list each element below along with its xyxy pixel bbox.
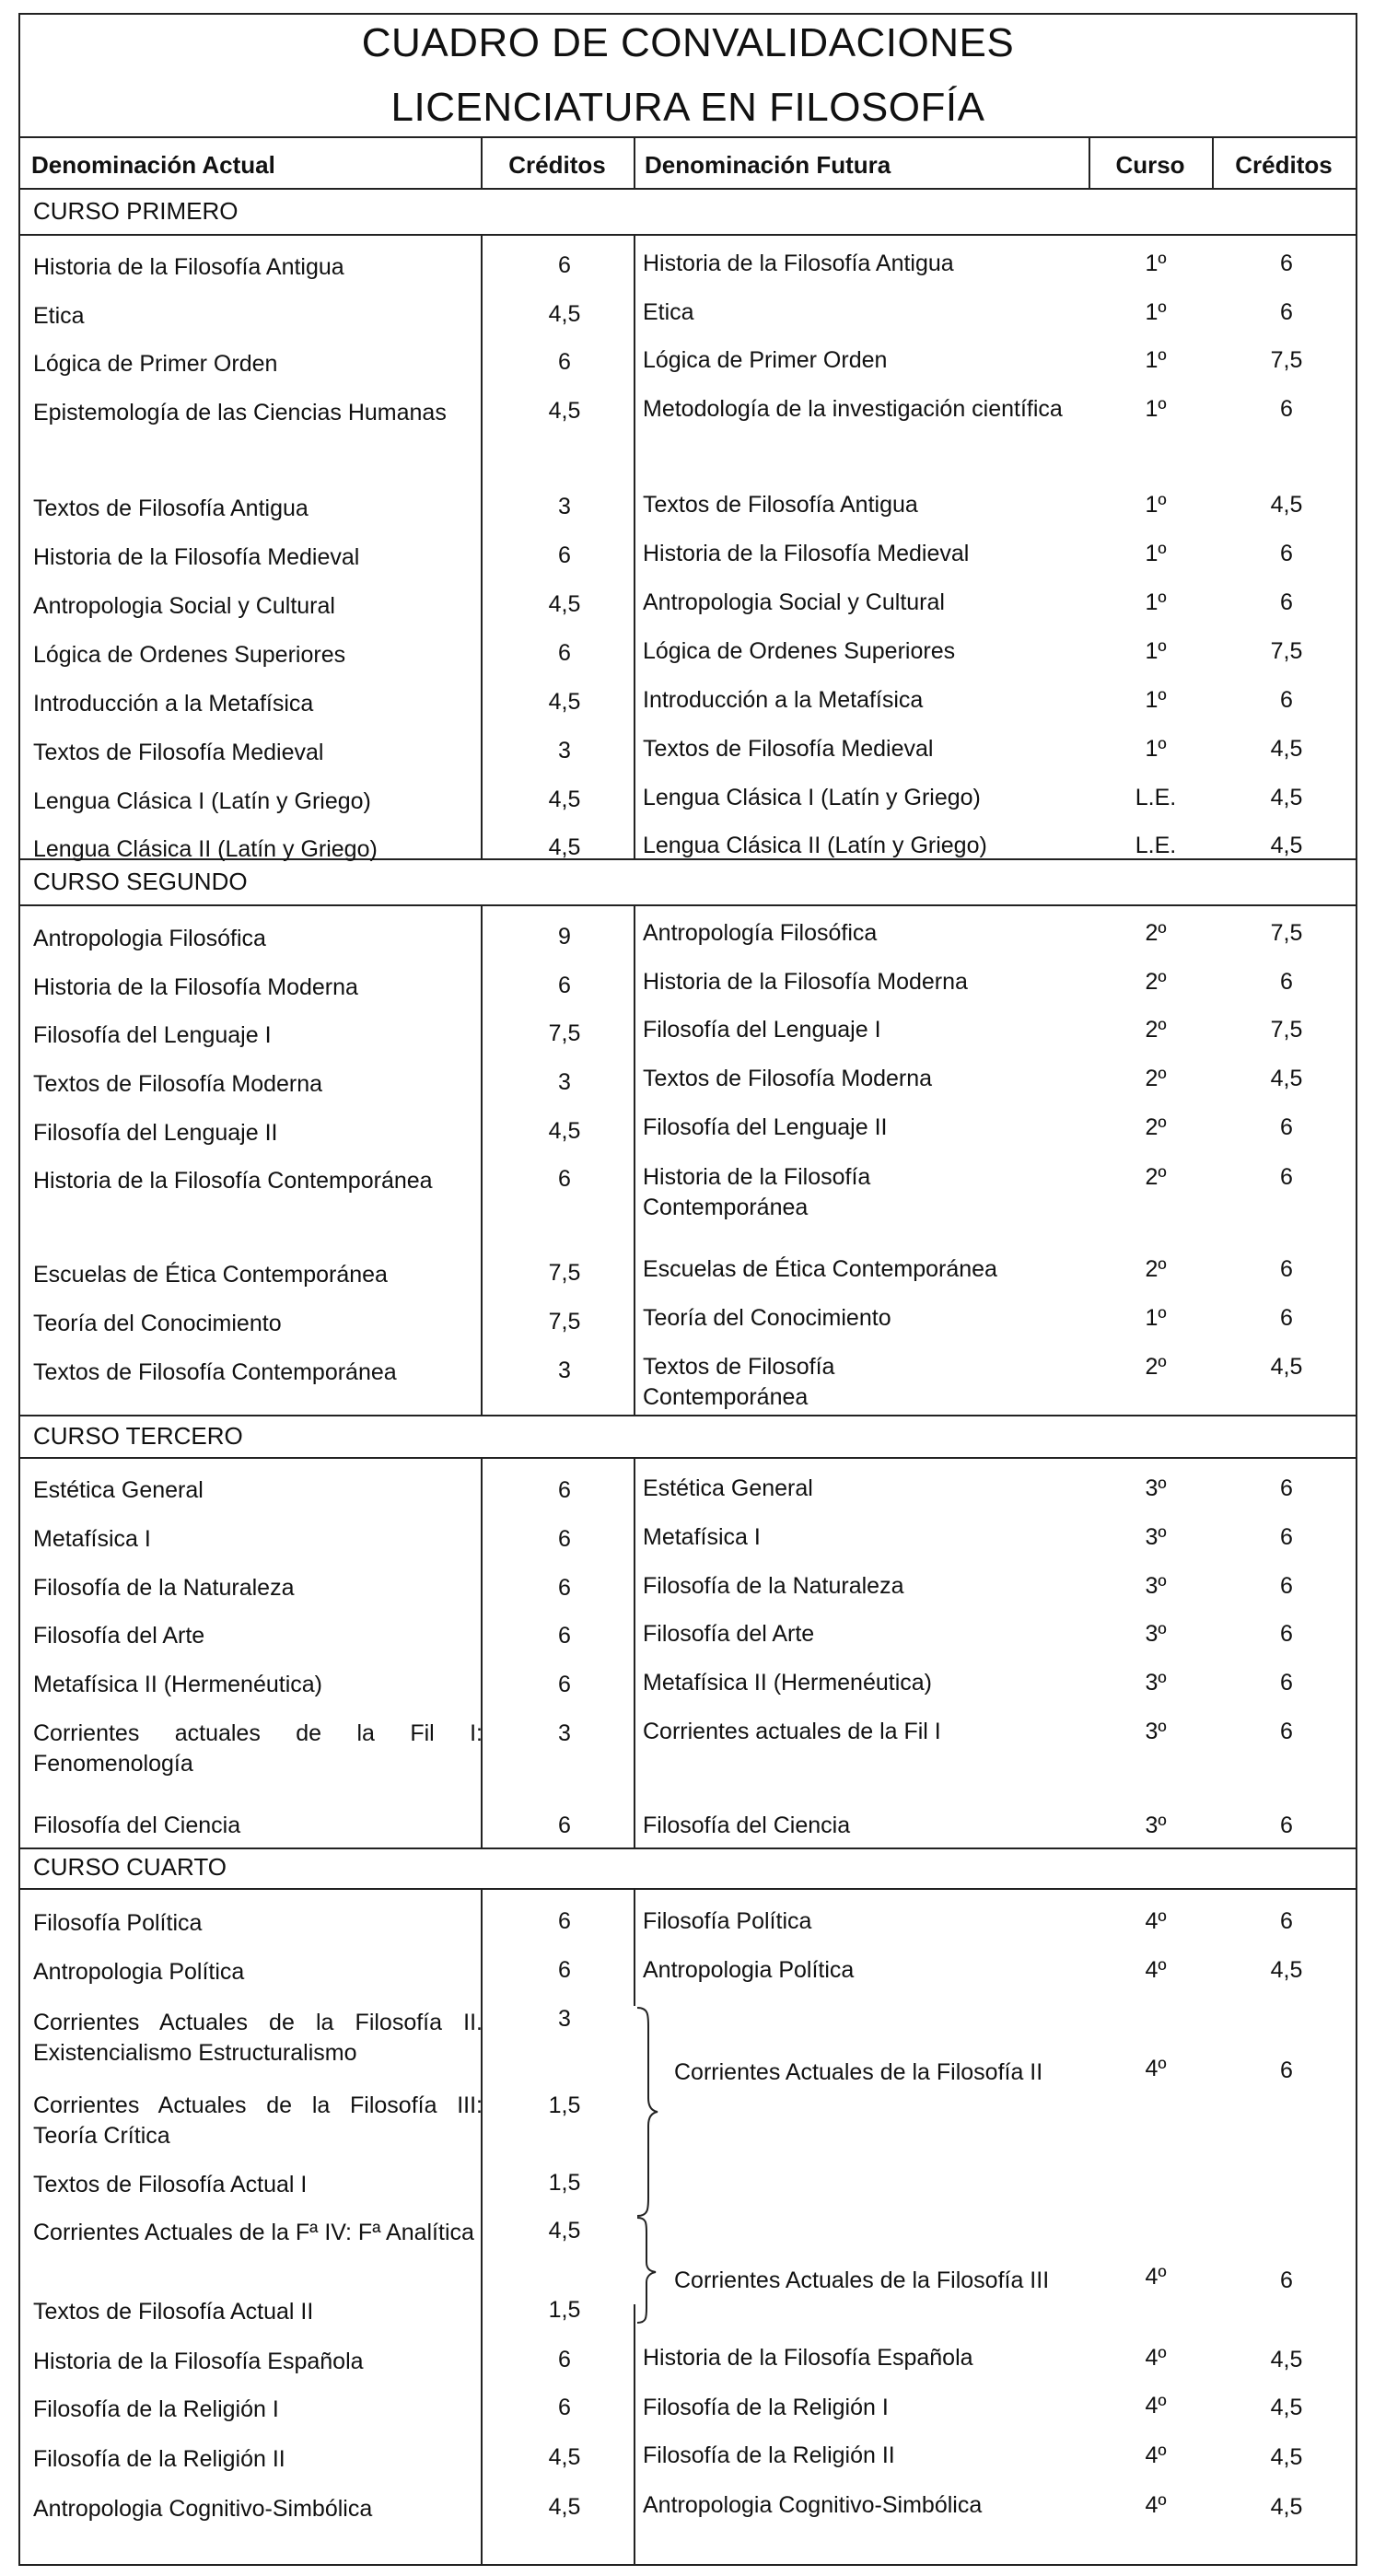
cell-curso: 1º	[1145, 687, 1167, 713]
cell-denominacion-futura: Textos de Filosofía Contemporánea	[643, 1354, 835, 1410]
cell-creditos-futura: 7,5	[1270, 1017, 1303, 1043]
cell-denominacion-futura: Corrientes actuales de la Fil I	[643, 1719, 941, 1744]
convalidation-table	[18, 13, 1357, 2566]
table-rule	[20, 234, 1356, 236]
cell-curso: 1º	[1145, 251, 1167, 276]
cell-denominacion-actual: Historia de la Filosofía Contemporánea	[33, 1168, 433, 1194]
cell-creditos-actual: 6	[558, 1672, 571, 1697]
cell-creditos-actual: 6	[558, 1813, 571, 1838]
cell-creditos-actual: 7,5	[548, 1309, 581, 1335]
cell-curso: L.E.	[1135, 833, 1177, 858]
cell-creditos-futura: 6	[1280, 1256, 1293, 1282]
group-curso: 4º	[1145, 2264, 1167, 2290]
cell-creditos-actual: 6	[558, 1526, 571, 1552]
cell-denominacion-actual: Historia de la Filosofía Antigua	[33, 254, 344, 280]
cell-denominacion-futura: Filosofía del Lenguaje II	[643, 1114, 888, 1140]
cell-creditos-actual: 6	[558, 1908, 571, 1934]
table-rule	[634, 234, 635, 858]
table-rule	[20, 904, 1356, 906]
cell-denominacion-futura: Lengua Clásica II (Latín y Griego)	[643, 833, 987, 858]
cell-denominacion-futura: Textos de Filosofía Medieval	[643, 736, 934, 762]
cell-denominacion-actual: Etica	[33, 303, 85, 329]
cell-denominacion-actual: Filosofía del Ciencia	[33, 1813, 241, 1838]
cell-denominacion-futura: Antropologia Cognitivo-Simbólica	[643, 2492, 983, 2518]
cell-curso: 1º	[1145, 541, 1167, 566]
cell-creditos-futura: 4,5	[1270, 1957, 1303, 1983]
cell-creditos-futura: 4,5	[1270, 833, 1303, 858]
cell-denominacion-actual: Historia de la Filosofía Moderna	[33, 974, 358, 1000]
cell-creditos-actual: 7,5	[548, 1020, 581, 1046]
cell-curso: 2º	[1145, 1256, 1167, 1282]
cell-creditos-actual: 4,5	[548, 689, 581, 715]
cell-denominacion-futura: Historia de la Filosofía Contemporánea	[643, 1164, 871, 1220]
cell-creditos-actual: 4,5	[548, 1118, 581, 1144]
cell-denominacion-futura: Escuelas de Ética Contemporánea	[643, 1256, 997, 1282]
cell-creditos-futura: 4,5	[1270, 785, 1303, 810]
cell-creditos-futura: 6	[1280, 1908, 1293, 1934]
cell-denominacion-futura: Antropologia Política	[643, 1957, 855, 1983]
cell-creditos-futura: 6	[1280, 687, 1293, 713]
table-rule	[20, 1888, 1356, 1890]
cell-denominacion-futura: Filosofía de la Religión I	[643, 2395, 889, 2420]
document-title: CUADRO DE CONVALIDACIONES	[361, 20, 1015, 65]
section-curso-tercero: CURSO TERCERO	[33, 1422, 243, 1450]
cell-denominacion-actual: Escuelas de Ética Contemporánea	[33, 1262, 388, 1288]
cell-creditos-actual: 6	[558, 973, 571, 998]
cell-denominacion-actual: Lengua Clásica II (Latín y Griego)	[33, 836, 378, 862]
header-curso: Curso	[1115, 151, 1185, 179]
cell-curso: 3º	[1145, 1524, 1167, 1550]
cell-curso: 2º	[1145, 969, 1167, 995]
cell-denominacion-actual: Teoría del Conocimiento	[33, 1311, 282, 1336]
cell-curso: 4º	[1145, 2492, 1167, 2518]
cell-creditos-futura: 4,5	[1270, 2347, 1303, 2372]
cell-denominacion-actual: Antropologia Política	[33, 1959, 245, 1985]
cell-denominacion-actual: Filosofía del Lenguaje II	[33, 1120, 278, 1146]
cell-creditos-actual: 6	[558, 640, 571, 666]
cell-denominacion-actual: Filosofía del Arte	[33, 1623, 205, 1649]
cell-denominacion-futura: Metodología de la investigación científica	[643, 396, 1063, 422]
cell-denominacion-futura: Historia de la Filosofía Española	[643, 2345, 973, 2371]
cell-creditos-futura: 7,5	[1270, 347, 1303, 373]
cell-creditos-actual: 6	[558, 252, 571, 278]
group-futura: Corrientes Actuales de la Filosofía III	[674, 2267, 1050, 2293]
cell-creditos-actual: 9	[558, 924, 571, 950]
cell-creditos-actual: 4,5	[548, 2444, 581, 2470]
cell-curso: 2º	[1145, 1114, 1167, 1140]
table-rule	[20, 1457, 1356, 1459]
table-rule	[634, 904, 635, 1415]
header-denominacion-futura: Denominación Futura	[645, 151, 891, 179]
cell-denominacion-actual: Antropologia Social y Cultural	[33, 593, 335, 619]
cell-creditos-actual: 6	[558, 1575, 571, 1601]
cell-denominacion-actual: Filosofía Política	[33, 1910, 203, 1936]
cell-creditos-actual: 6	[558, 1166, 571, 1192]
cell-denominacion-actual: Metafísica I	[33, 1526, 151, 1552]
cell-creditos-futura: 6	[1280, 251, 1293, 276]
cell-creditos-futura: 7,5	[1270, 920, 1303, 946]
table-rule	[20, 1847, 1356, 1849]
cell-creditos-futura: 4,5	[1270, 1066, 1303, 1091]
group-brace-left	[634, 2216, 661, 2326]
cell-denominacion-futura: Lengua Clásica I (Latín y Griego)	[643, 785, 981, 810]
cell-creditos-actual: 7,5	[548, 1260, 581, 1286]
cell-creditos-actual: 4,5	[548, 2218, 581, 2244]
cell-denominacion-actual: Metafísica II (Hermenéutica)	[33, 1672, 322, 1697]
cell-curso: 2º	[1145, 1354, 1167, 1380]
cell-creditos-futura: 6	[1280, 1524, 1293, 1550]
cell-creditos-actual: 3	[558, 1720, 571, 1746]
cell-creditos-actual: 3	[558, 1358, 571, 1383]
cell-creditos-actual: 6	[558, 349, 571, 375]
cell-denominacion-futura: Historia de la Filosofía Antigua	[643, 251, 954, 276]
table-rule	[634, 2304, 635, 2566]
cell-denominacion-futura: Filosofía Política	[643, 1908, 812, 1934]
cell-creditos-actual: 6	[558, 1477, 571, 1503]
cell-creditos-actual: 4,5	[548, 2494, 581, 2520]
table-rule	[634, 1888, 635, 2006]
cell-curso: 3º	[1145, 1573, 1167, 1599]
section-curso-primero: CURSO PRIMERO	[33, 197, 239, 225]
table-rule	[634, 1457, 635, 1847]
cell-denominacion-actual: Antropologia Filosófica	[33, 926, 266, 951]
cell-denominacion-futura: Filosofía de la Religión II	[643, 2442, 895, 2468]
cell-curso: 4º	[1145, 1908, 1167, 1934]
cell-creditos-futura: 6	[1280, 1573, 1293, 1599]
cell-denominacion-actual: Epistemología de las Ciencias Humanas	[33, 400, 447, 425]
cell-curso: L.E.	[1135, 785, 1177, 810]
cell-creditos-futura: 6	[1280, 1114, 1293, 1140]
table-rule	[634, 136, 635, 188]
cell-denominacion-actual: Filosofía de la Religión I	[33, 2396, 279, 2422]
cell-creditos-actual: 6	[558, 1623, 571, 1649]
table-rule	[20, 136, 1356, 138]
cell-denominacion-actual: Historia de la Filosofía Española	[33, 2349, 364, 2374]
cell-denominacion-actual: Textos de Filosofía Antigua	[33, 495, 309, 521]
cell-denominacion-actual: Introducción a la Metafísica	[33, 691, 314, 717]
cell-curso: 1º	[1145, 736, 1167, 762]
cell-creditos-futura: 4,5	[1270, 2444, 1303, 2470]
cell-creditos-actual: 6	[558, 542, 571, 568]
group-brace-left	[634, 2006, 661, 2218]
section-curso-cuarto: CURSO CUARTO	[33, 1853, 227, 1881]
cell-creditos-futura: 6	[1280, 299, 1293, 325]
cell-denominacion-futura: Textos de Filosofía Antigua	[643, 492, 918, 518]
cell-denominacion-actual: Filosofía del Lenguaje I	[33, 1022, 272, 1048]
cell-curso: 4º	[1145, 2442, 1167, 2468]
cell-creditos-actual: 1,5	[548, 2092, 581, 2118]
cell-curso: 4º	[1145, 2345, 1167, 2371]
cell-creditos-actual: 3	[558, 2006, 571, 2032]
cell-curso: 1º	[1145, 589, 1167, 615]
cell-curso: 2º	[1145, 1017, 1167, 1043]
cell-creditos-futura: 6	[1280, 969, 1293, 995]
cell-creditos-actual: 3	[558, 738, 571, 763]
cell-denominacion-actual: Textos de Filosofía Actual II	[33, 2299, 314, 2325]
cell-denominacion-actual: Textos de Filosofía Moderna	[33, 1071, 323, 1097]
group-curso: 4º	[1145, 2056, 1167, 2081]
cell-denominacion-actual: Corrientes Actuales de la Filosofía II. Existencialismo Estructuralismo	[33, 2010, 483, 2066]
header-creditos-actual: Créditos	[508, 151, 606, 179]
group-creditos: 6	[1280, 2267, 1293, 2293]
cell-denominacion-actual: Filosofía de la Religión II	[33, 2446, 285, 2472]
cell-denominacion-futura: Textos de Filosofía Moderna	[643, 1066, 933, 1091]
cell-denominacion-futura: Antropología Filosófica	[643, 920, 878, 946]
cell-denominacion-futura: Historia de la Filosofía Moderna	[643, 969, 968, 995]
cell-denominacion-futura: Historia de la Filosofía Medieval	[643, 541, 970, 566]
cell-creditos-futura: 6	[1280, 541, 1293, 566]
cell-curso: 2º	[1145, 1066, 1167, 1091]
section-curso-segundo: CURSO SEGUNDO	[33, 868, 248, 895]
cell-denominacion-actual: Corrientes Actuales de la Filosofía III: Teoría Crítica	[33, 2092, 483, 2149]
cell-denominacion-actual: Lengua Clásica I (Latín y Griego)	[33, 788, 371, 814]
cell-creditos-futura: 6	[1280, 1813, 1293, 1838]
cell-curso: 1º	[1145, 396, 1167, 422]
cell-creditos-futura: 4,5	[1270, 1354, 1303, 1380]
cell-creditos-actual: 6	[558, 2347, 571, 2372]
cell-creditos-futura: 6	[1280, 1621, 1293, 1647]
cell-curso: 4º	[1145, 1957, 1167, 1983]
cell-curso: 4º	[1145, 2393, 1167, 2419]
cell-curso: 3º	[1145, 1475, 1167, 1501]
cell-creditos-futura: 4,5	[1270, 736, 1303, 762]
cell-curso: 3º	[1145, 1719, 1167, 1744]
cell-denominacion-actual: Estética General	[33, 1477, 204, 1503]
cell-creditos-futura: 6	[1280, 1670, 1293, 1696]
group-creditos: 6	[1280, 2057, 1293, 2083]
cell-denominacion-actual: Historia de la Filosofía Medieval	[33, 544, 360, 570]
cell-denominacion-actual: Textos de Filosofía Medieval	[33, 740, 324, 765]
header-creditos-futura: Créditos	[1235, 151, 1333, 179]
cell-curso: 3º	[1145, 1813, 1167, 1838]
cell-denominacion-futura: Lógica de Primer Orden	[643, 347, 888, 373]
cell-denominacion-futura: Antropologia Social y Cultural	[643, 589, 945, 615]
cell-curso: 1º	[1145, 1305, 1167, 1331]
cell-curso: 1º	[1145, 299, 1167, 325]
cell-creditos-futura: 7,5	[1270, 638, 1303, 664]
table-rule	[481, 1457, 483, 1847]
table-rule	[20, 188, 1356, 190]
cell-denominacion-actual: Textos de Filosofía Actual I	[33, 2172, 308, 2197]
cell-creditos-futura: 6	[1280, 1164, 1293, 1190]
cell-denominacion-actual: Filosofía de la Naturaleza	[33, 1575, 295, 1601]
cell-curso: 2º	[1145, 920, 1167, 946]
cell-creditos-actual: 1,5	[548, 2170, 581, 2196]
cell-creditos-actual: 3	[558, 494, 571, 519]
cell-creditos-actual: 1,5	[548, 2297, 581, 2323]
cell-curso: 1º	[1145, 347, 1167, 373]
cell-creditos-actual: 6	[558, 1957, 571, 1983]
cell-denominacion-futura: Filosofía del Arte	[643, 1621, 815, 1647]
cell-denominacion-actual: Corrientes Actuales de la Fª IV: Fª Analítica	[33, 2220, 474, 2245]
cell-creditos-actual: 4,5	[548, 787, 581, 812]
cell-curso: 3º	[1145, 1621, 1167, 1647]
cell-denominacion-futura: Teoría del Conocimiento	[643, 1305, 891, 1331]
document-subtitle: LICENCIATURA EN FILOSOFÍA	[390, 85, 985, 130]
cell-creditos-actual: 3	[558, 1069, 571, 1095]
cell-creditos-futura: 6	[1280, 396, 1293, 422]
cell-denominacion-actual: Antropologia Cognitivo-Simbólica	[33, 2496, 373, 2522]
cell-curso: 2º	[1145, 1164, 1167, 1190]
cell-creditos-actual: 4,5	[548, 834, 581, 860]
cell-denominacion-actual: Textos de Filosofía Contemporánea	[33, 1359, 397, 1385]
cell-denominacion-futura: Filosofía del Lenguaje I	[643, 1017, 881, 1043]
cell-denominacion-actual: Lógica de Primer Orden	[33, 351, 278, 377]
cell-creditos-futura: 4,5	[1270, 2494, 1303, 2520]
cell-denominacion-futura: Introducción a la Metafísica	[643, 687, 924, 713]
cell-curso: 3º	[1145, 1670, 1167, 1696]
header-denominacion-actual: Denominación Actual	[31, 151, 275, 179]
cell-creditos-futura: 4,5	[1270, 2395, 1303, 2420]
group-futura: Corrientes Actuales de la Filosofía II	[674, 2059, 1043, 2085]
cell-denominacion-futura: Metafísica I	[643, 1524, 761, 1550]
cell-denominacion-futura: Estética General	[643, 1475, 813, 1501]
cell-denominacion-futura: Etica	[643, 299, 694, 325]
cell-creditos-actual: 4,5	[548, 591, 581, 617]
cell-denominacion-actual: Corrientes actuales de la Fil I: Fenomenología	[33, 1720, 483, 1777]
cell-creditos-futura: 4,5	[1270, 492, 1303, 518]
table-rule	[20, 1415, 1356, 1416]
cell-denominacion-actual: Lógica de Ordenes Superiores	[33, 642, 346, 668]
cell-creditos-actual: 4,5	[548, 301, 581, 327]
cell-denominacion-futura: Lógica de Ordenes Superiores	[643, 638, 956, 664]
cell-creditos-futura: 6	[1280, 589, 1293, 615]
cell-curso: 1º	[1145, 492, 1167, 518]
cell-denominacion-futura: Metafísica II (Hermenéutica)	[643, 1670, 932, 1696]
cell-creditos-futura: 6	[1280, 1719, 1293, 1744]
cell-denominacion-futura: Filosofía del Ciencia	[643, 1813, 851, 1838]
cell-creditos-futura: 6	[1280, 1475, 1293, 1501]
cell-creditos-actual: 6	[558, 2395, 571, 2420]
cell-creditos-actual: 4,5	[548, 398, 581, 424]
cell-creditos-futura: 6	[1280, 1305, 1293, 1331]
cell-curso: 1º	[1145, 638, 1167, 664]
cell-denominacion-futura: Filosofía de la Naturaleza	[643, 1573, 904, 1599]
